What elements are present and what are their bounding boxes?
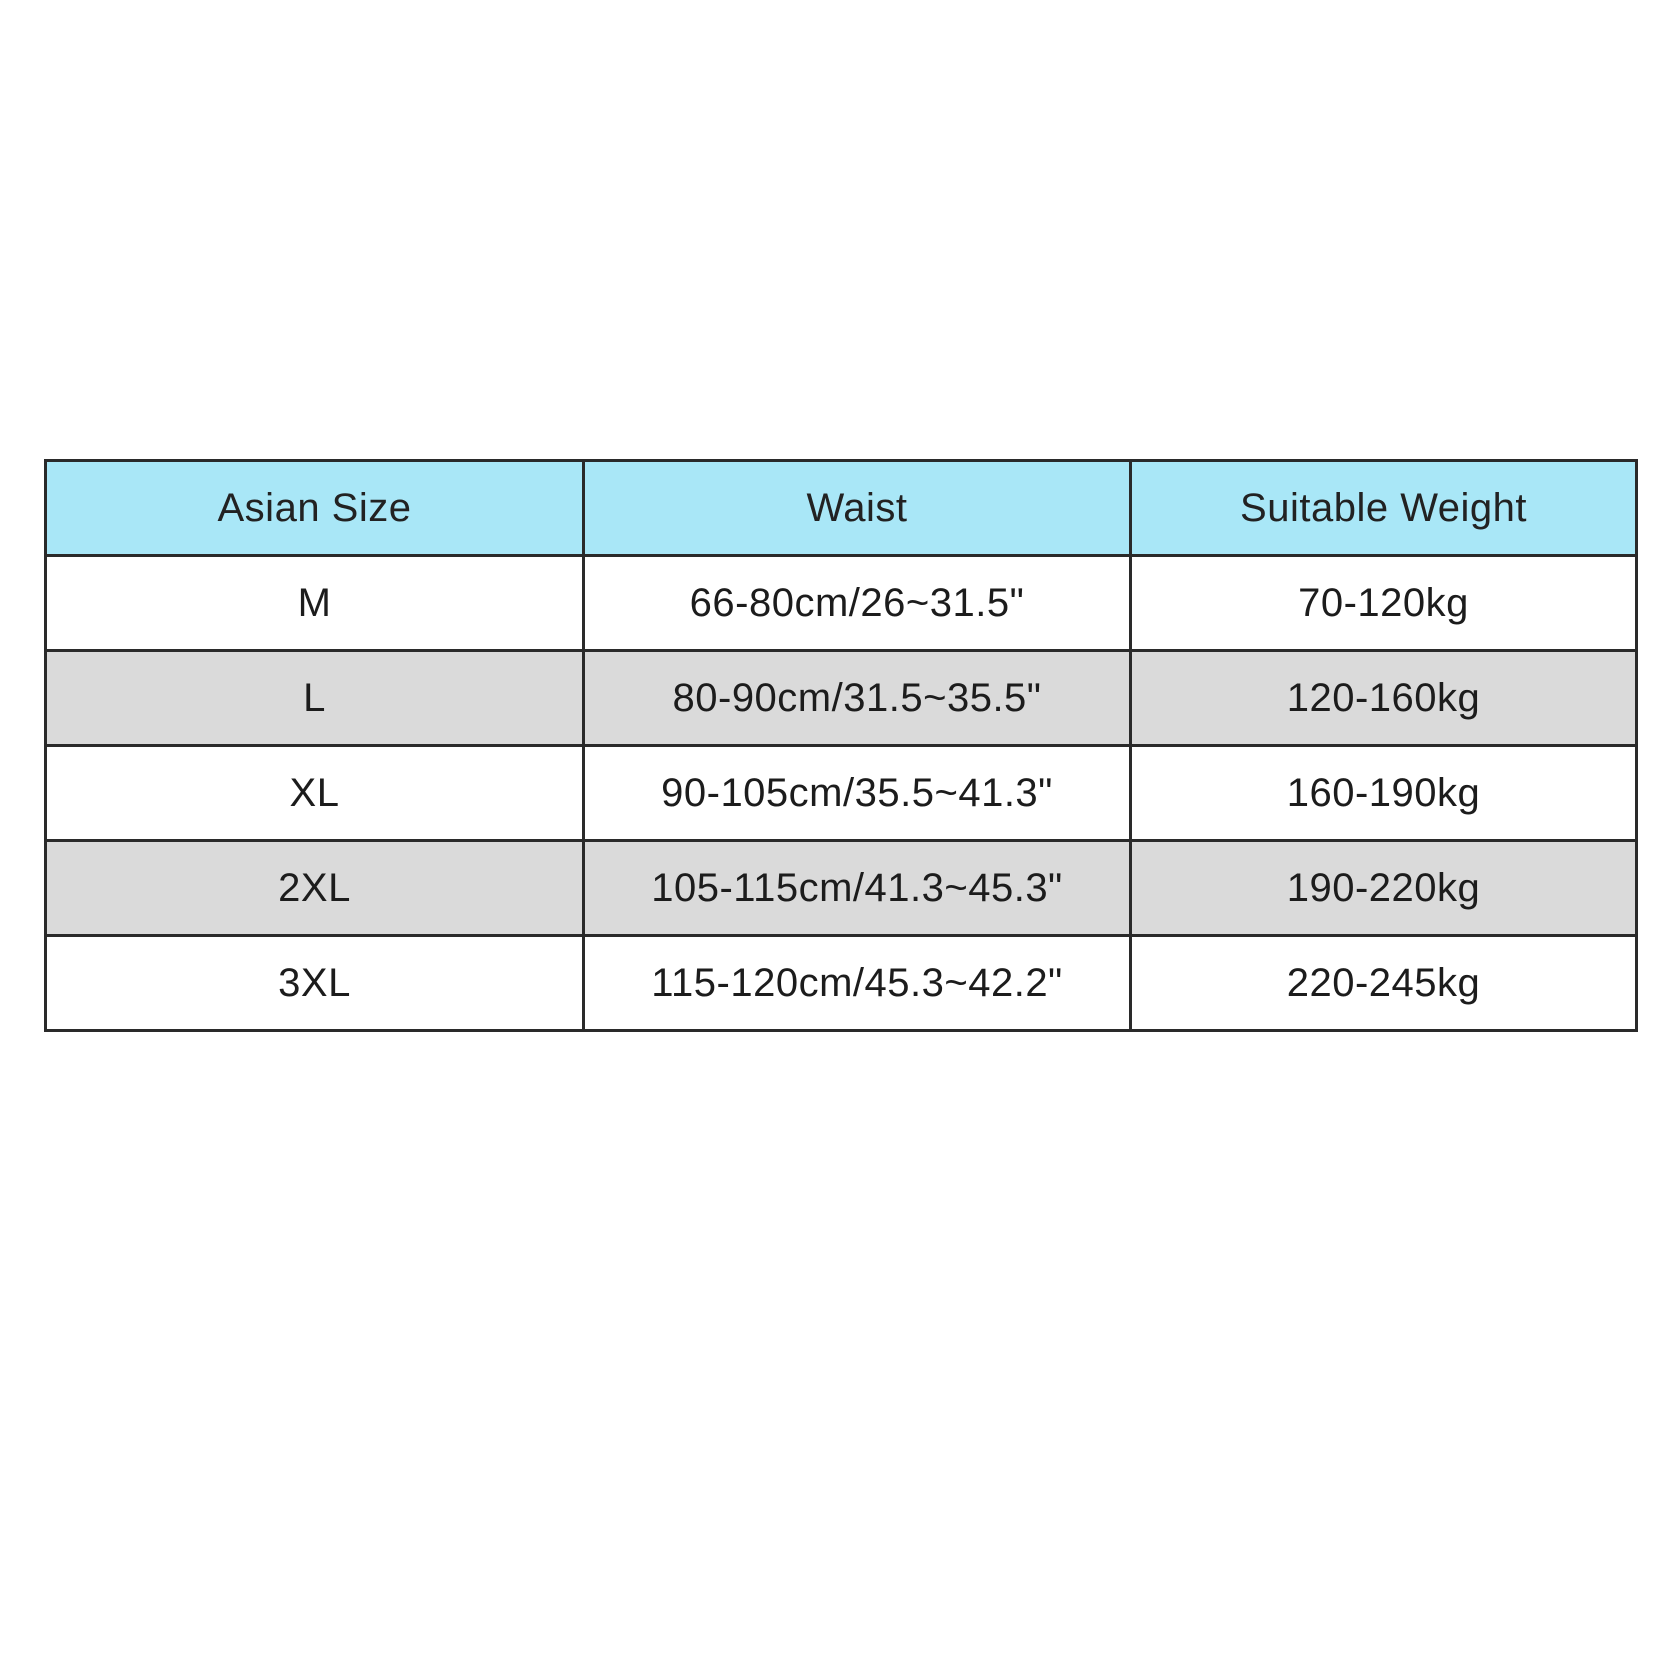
table-row bbox=[46, 651, 1637, 746]
cell-waist: 105-115cm/41.3~45.3" bbox=[584, 841, 1131, 936]
table-row bbox=[46, 556, 1637, 651]
size-chart-table bbox=[44, 459, 1638, 1032]
table-row bbox=[46, 746, 1637, 841]
cell-size: 3XL bbox=[46, 936, 584, 1031]
header-suitable-weight: Suitable Weight bbox=[1131, 461, 1637, 556]
cell-weight: 190-220kg bbox=[1131, 841, 1637, 936]
cell-waist: 115-120cm/45.3~42.2" bbox=[584, 936, 1131, 1031]
cell-waist: 66-80cm/26~31.5" bbox=[584, 556, 1131, 651]
table-row bbox=[46, 936, 1637, 1031]
cell-size: L bbox=[46, 651, 584, 746]
cell-waist: 80-90cm/31.5~35.5" bbox=[584, 651, 1131, 746]
cell-weight: 220-245kg bbox=[1131, 936, 1637, 1031]
cell-weight: 160-190kg bbox=[1131, 746, 1637, 841]
header-row bbox=[46, 461, 1637, 556]
cell-size: XL bbox=[46, 746, 584, 841]
cell-waist: 90-105cm/35.5~41.3" bbox=[584, 746, 1131, 841]
cell-weight: 120-160kg bbox=[1131, 651, 1637, 746]
header-waist: Waist bbox=[584, 461, 1131, 556]
cell-weight: 70-120kg bbox=[1131, 556, 1637, 651]
table-header bbox=[46, 461, 1637, 556]
cell-size: M bbox=[46, 556, 584, 651]
table-row bbox=[46, 841, 1637, 936]
header-asian-size: Asian Size bbox=[46, 461, 584, 556]
table-body bbox=[46, 556, 1637, 1031]
cell-size: 2XL bbox=[46, 841, 584, 936]
